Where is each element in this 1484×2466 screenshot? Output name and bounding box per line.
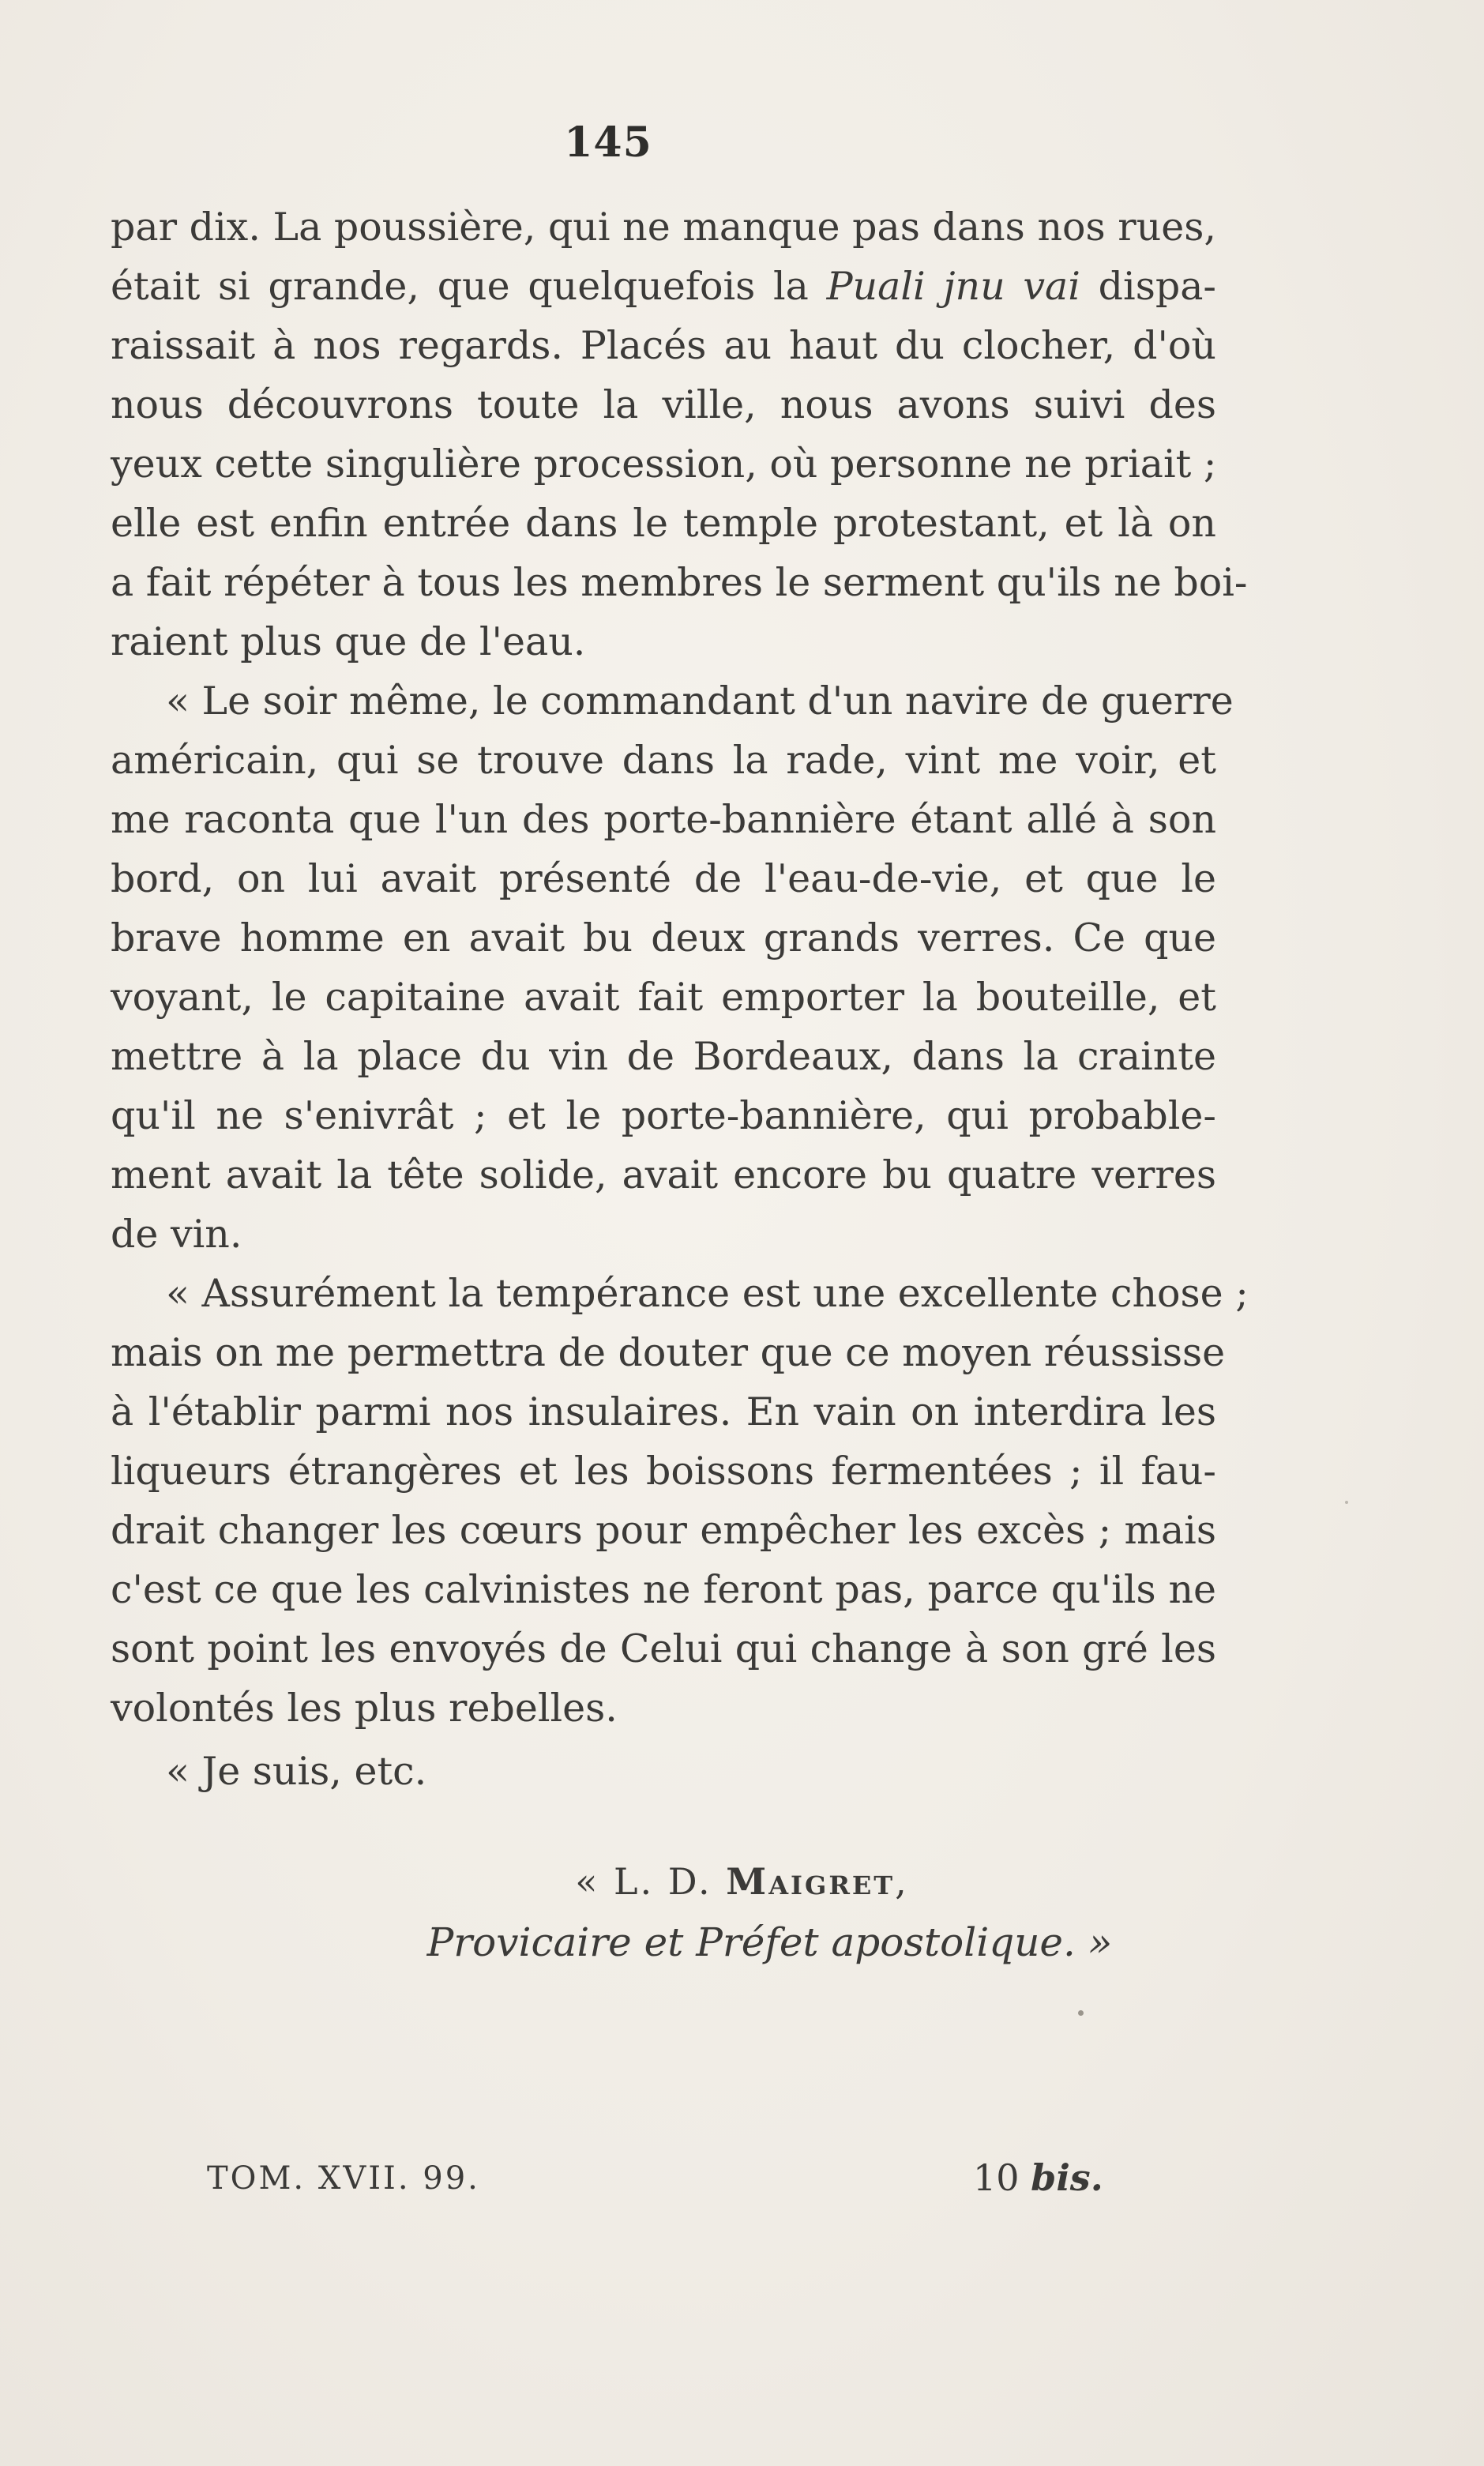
text-line: qu'il ne s'enivrât ; et le porte-bannière, qui probable-	[111, 1093, 1216, 1138]
text-line: volontés les plus rebelles.	[111, 1686, 618, 1731]
signature-quote-open: « L. D.	[575, 1860, 727, 1903]
text-line: mais on me permettra de douter que ce moyen réussisse	[111, 1330, 1226, 1375]
text-line: voyant, le capitaine avait fait emporter la bouteille, et	[111, 975, 1216, 1020]
text-line: à l'établir parmi nos insulaires. En vain on interdira les	[111, 1389, 1216, 1434]
text-line: a fait répéter à tous les membres le serment qu'ils ne boi-	[111, 560, 1248, 605]
footer-signature-mark	[973, 2156, 1103, 2199]
text-line: me raconta que l'un des porte-bannière étant allé à son	[111, 797, 1216, 842]
footer-signature-number: 10	[973, 2156, 1020, 2199]
page-number: 145	[564, 118, 652, 167]
italic-phrase: Puali jnu vai	[826, 264, 1080, 309]
text-line: yeux cette singulière procession, où personne ne priait ;	[111, 442, 1217, 487]
footer-volume-mark: TOM. XVII. 99.	[207, 2160, 480, 2197]
text-line: sont point les envoyés de Celui qui change à son gré les	[111, 1626, 1216, 1671]
text-line: de vin.	[111, 1212, 242, 1257]
text-line: « Le soir même, le commandant d'un navire de guerre	[166, 679, 1234, 724]
text-line: par dix. La poussière, qui ne manque pas dans nos rues,	[111, 205, 1216, 250]
text-line: brave homme en avait bu deux grands verres. Ce que	[111, 915, 1216, 960]
text-line: elle est enfin entrée dans le temple protestant, et là on	[111, 501, 1216, 546]
text-line: était si grande, que quelquefois la Puali jnu vai dispa-	[111, 264, 1216, 309]
text-line: nous découvrons toute la ville, nous avons suivi des	[111, 382, 1216, 427]
paper-speck	[1078, 2010, 1084, 2016]
paper-speck	[1345, 1501, 1348, 1504]
signature-name	[0, 1860, 1484, 1903]
text-line: raient plus que de l'eau.	[111, 619, 586, 664]
text-line: c'est ce que les calvinistes ne feront pas, parce qu'ils ne	[111, 1567, 1216, 1612]
signature-title: Provicaire et Préfet apostolique. »	[426, 1919, 1113, 1965]
signature-comma: ,	[895, 1860, 909, 1903]
text-line: drait changer les cœurs pour empêcher les excès ; mais	[111, 1508, 1216, 1553]
footer-signature-suffix: bis.	[1031, 2156, 1103, 2199]
text-line: mettre à la place du vin de Bordeaux, dans la crainte	[111, 1034, 1216, 1079]
signature-surname: Maigret	[726, 1860, 896, 1903]
closing-line: « Je suis, etc.	[166, 1749, 427, 1794]
text-line: américain, qui se trouve dans la rade, vint me voir, et	[111, 738, 1216, 783]
text-line: raissait à nos regards. Placés au haut du clocher, d'où	[111, 323, 1216, 368]
text-line: « Assurément la tempérance est une excellente chose ;	[166, 1271, 1249, 1316]
body-text	[111, 197, 1249, 1738]
text-line: bord, on lui avait présenté de l'eau-de-vie, et que le	[111, 856, 1216, 901]
text-line: ment avait la tête solide, avait encore bu quatre verres	[111, 1152, 1216, 1197]
text-line: liqueurs étrangères et les boissons fermentées ; il fau-	[111, 1449, 1216, 1494]
